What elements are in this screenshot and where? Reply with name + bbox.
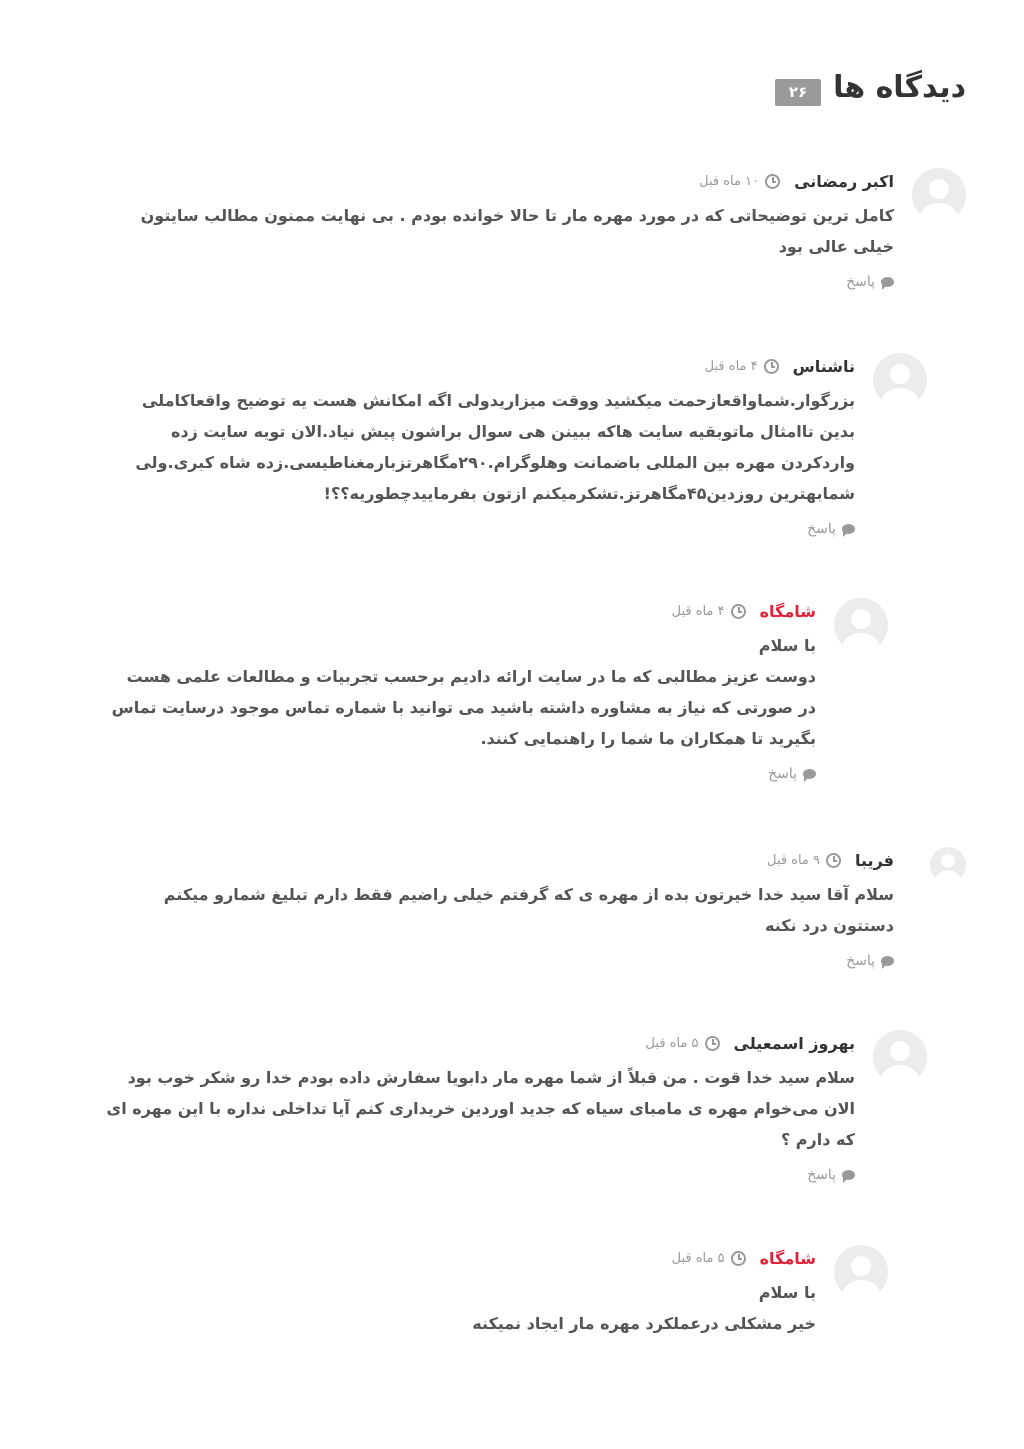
comment-line: سلام سید خدا قوت . من قبلاً از شما مهره مار دابویا سفارش داده بودم خدا رو شکر خوب بود bbox=[127, 1068, 855, 1087]
chat-bubble-icon bbox=[881, 956, 894, 966]
comment-item bbox=[88, 1245, 888, 1339]
clock-icon bbox=[731, 1251, 746, 1266]
reply-link[interactable] bbox=[846, 274, 894, 290]
avatar[interactable] bbox=[834, 598, 888, 652]
comment-meta bbox=[88, 598, 816, 624]
comment-author[interactable]: شامگاه bbox=[759, 601, 816, 621]
comment-line: با سلام bbox=[758, 1283, 816, 1302]
comment-meta bbox=[56, 168, 894, 194]
comment-time[interactable]: ۴ ماه قبل bbox=[704, 358, 758, 374]
chat-bubble-icon bbox=[842, 1170, 855, 1180]
clock-icon bbox=[826, 853, 841, 868]
comment-line: الان می‌خوام مهره ی مامبای سیاه که جدید اوردین خریداری کنم آیا تداخلی نداره با این مهره ای bbox=[106, 1099, 855, 1118]
clock-icon bbox=[705, 1036, 720, 1051]
comment-text bbox=[88, 630, 816, 754]
comment-text bbox=[93, 385, 855, 509]
comment-line: بدین تاامثال ماتوبقیه سایت هاکه ببینن هی سوال براشون پیش نیاد.الان تویه سایت زده bbox=[170, 422, 855, 441]
comment-line: بگیرید تا همکاران ما شما را راهنمایی کنند. bbox=[480, 729, 816, 748]
reply-link[interactable] bbox=[807, 1167, 855, 1183]
comments-header bbox=[775, 70, 966, 106]
comment-line: خیر مشکلی درعملکرد مهره مار ایجاد نمیکنه bbox=[472, 1314, 816, 1333]
comment-item bbox=[93, 1030, 927, 1183]
avatar[interactable] bbox=[930, 847, 966, 883]
chat-bubble-icon bbox=[881, 277, 894, 287]
comment-time[interactable]: ۴ ماه قبل bbox=[671, 603, 725, 619]
reply-label: پاسخ bbox=[807, 521, 836, 537]
comment-author[interactable]: ناشناس bbox=[792, 356, 855, 376]
comment-meta bbox=[56, 847, 894, 873]
avatar[interactable] bbox=[834, 1245, 888, 1299]
comment-line: سلام آقا سید خدا خیرتون بده از مهره ی که گرفتم خیلی راضیم فقط دارم تبلیغ شمارو میکنم bbox=[163, 885, 894, 904]
comment-item bbox=[56, 168, 966, 290]
comment-meta bbox=[88, 1245, 816, 1271]
comment-time[interactable]: ۵ ماه قبل bbox=[671, 1250, 725, 1266]
clock-icon bbox=[764, 359, 779, 374]
comment-line: در صورتی که نیاز به مشاوره داشته باشید می توانید با شماره تماس موجود درسایت تماس bbox=[111, 698, 816, 717]
user-silhouette-icon bbox=[834, 598, 888, 652]
user-silhouette-icon bbox=[873, 1030, 927, 1084]
user-silhouette-icon bbox=[834, 1245, 888, 1299]
section-title: دیدگاه ها bbox=[833, 70, 966, 105]
reply-label: پاسخ bbox=[846, 953, 875, 969]
user-silhouette-icon bbox=[873, 353, 927, 407]
clock-icon bbox=[731, 604, 746, 619]
comment-time[interactable]: ۵ ماه قبل bbox=[645, 1035, 699, 1051]
reply-label: پاسخ bbox=[807, 1167, 836, 1183]
comment-main bbox=[93, 353, 855, 537]
clock-icon bbox=[765, 174, 780, 189]
user-silhouette-icon bbox=[930, 847, 966, 883]
comment-time[interactable]: ۱۰ ماه قبل bbox=[699, 173, 760, 189]
comment-main bbox=[88, 1245, 816, 1339]
comment-meta bbox=[93, 1030, 855, 1056]
comment-main bbox=[93, 1030, 855, 1183]
chat-bubble-icon bbox=[842, 524, 855, 534]
comment-line: کامل ترین توضیحاتی که در مورد مهره مار تا حالا خوانده بودم . بی نهایت ممنون مطالب سایتون bbox=[140, 206, 894, 225]
comment-author[interactable]: شامگاه bbox=[759, 1248, 816, 1268]
comment-line: خیلی عالی بود bbox=[778, 237, 894, 256]
reply-link[interactable] bbox=[846, 953, 894, 969]
comment-line: با سلام bbox=[758, 636, 816, 655]
comment-line: واردکردن مهره بین المللی باضمانت وهلوگرام.۲۹۰مگاهرتزبارمغناطیسی.زده شاه کبری.ولی bbox=[135, 453, 855, 472]
comment-main bbox=[88, 598, 816, 782]
reply-label: پاسخ bbox=[768, 766, 797, 782]
comment-line: که دارم ؟ bbox=[780, 1130, 855, 1149]
comment-line: دستتون درد نکنه bbox=[764, 916, 894, 935]
comment-line: شمابهترین روزدین۴۵مگاهرتز.تشکرمیکنم ازتون بفرماییدچطوریه؟؟! bbox=[323, 484, 855, 503]
comment-text bbox=[88, 1277, 816, 1339]
comment-main bbox=[56, 847, 894, 969]
comment-item bbox=[56, 847, 966, 969]
avatar[interactable] bbox=[873, 353, 927, 407]
comment-line: بزرگوار.شماواقعازحمت میکشید ووقت میزاریدولی اگه امکانش هست یه توضیح واقعاکاملی bbox=[141, 391, 855, 410]
comment-main bbox=[56, 168, 894, 290]
reply-link[interactable] bbox=[768, 766, 816, 782]
reply-link[interactable] bbox=[807, 521, 855, 537]
comment-meta bbox=[93, 353, 855, 379]
comment-time[interactable]: ۹ ماه قبل bbox=[767, 852, 821, 868]
comment-text bbox=[56, 200, 894, 262]
comment-item bbox=[88, 598, 888, 782]
comment-author[interactable]: بهروز اسمعیلی bbox=[733, 1033, 855, 1053]
comment-text bbox=[93, 1062, 855, 1155]
comment-text bbox=[56, 879, 894, 941]
comment-line: دوست عزیز مطالبی که ما در سایت ارائه دادیم برحسب تجربیات و مطالعات علمی هست bbox=[126, 667, 816, 686]
comment-item bbox=[93, 353, 927, 537]
comment-count-badge: ۲۶ bbox=[775, 79, 821, 106]
avatar[interactable] bbox=[873, 1030, 927, 1084]
reply-label: پاسخ bbox=[846, 274, 875, 290]
comment-author[interactable]: اکبر رمضانی bbox=[794, 171, 894, 191]
comment-author[interactable]: فریبا bbox=[855, 850, 894, 870]
chat-bubble-icon bbox=[803, 769, 816, 779]
user-silhouette-icon bbox=[912, 168, 966, 222]
avatar[interactable] bbox=[912, 168, 966, 222]
